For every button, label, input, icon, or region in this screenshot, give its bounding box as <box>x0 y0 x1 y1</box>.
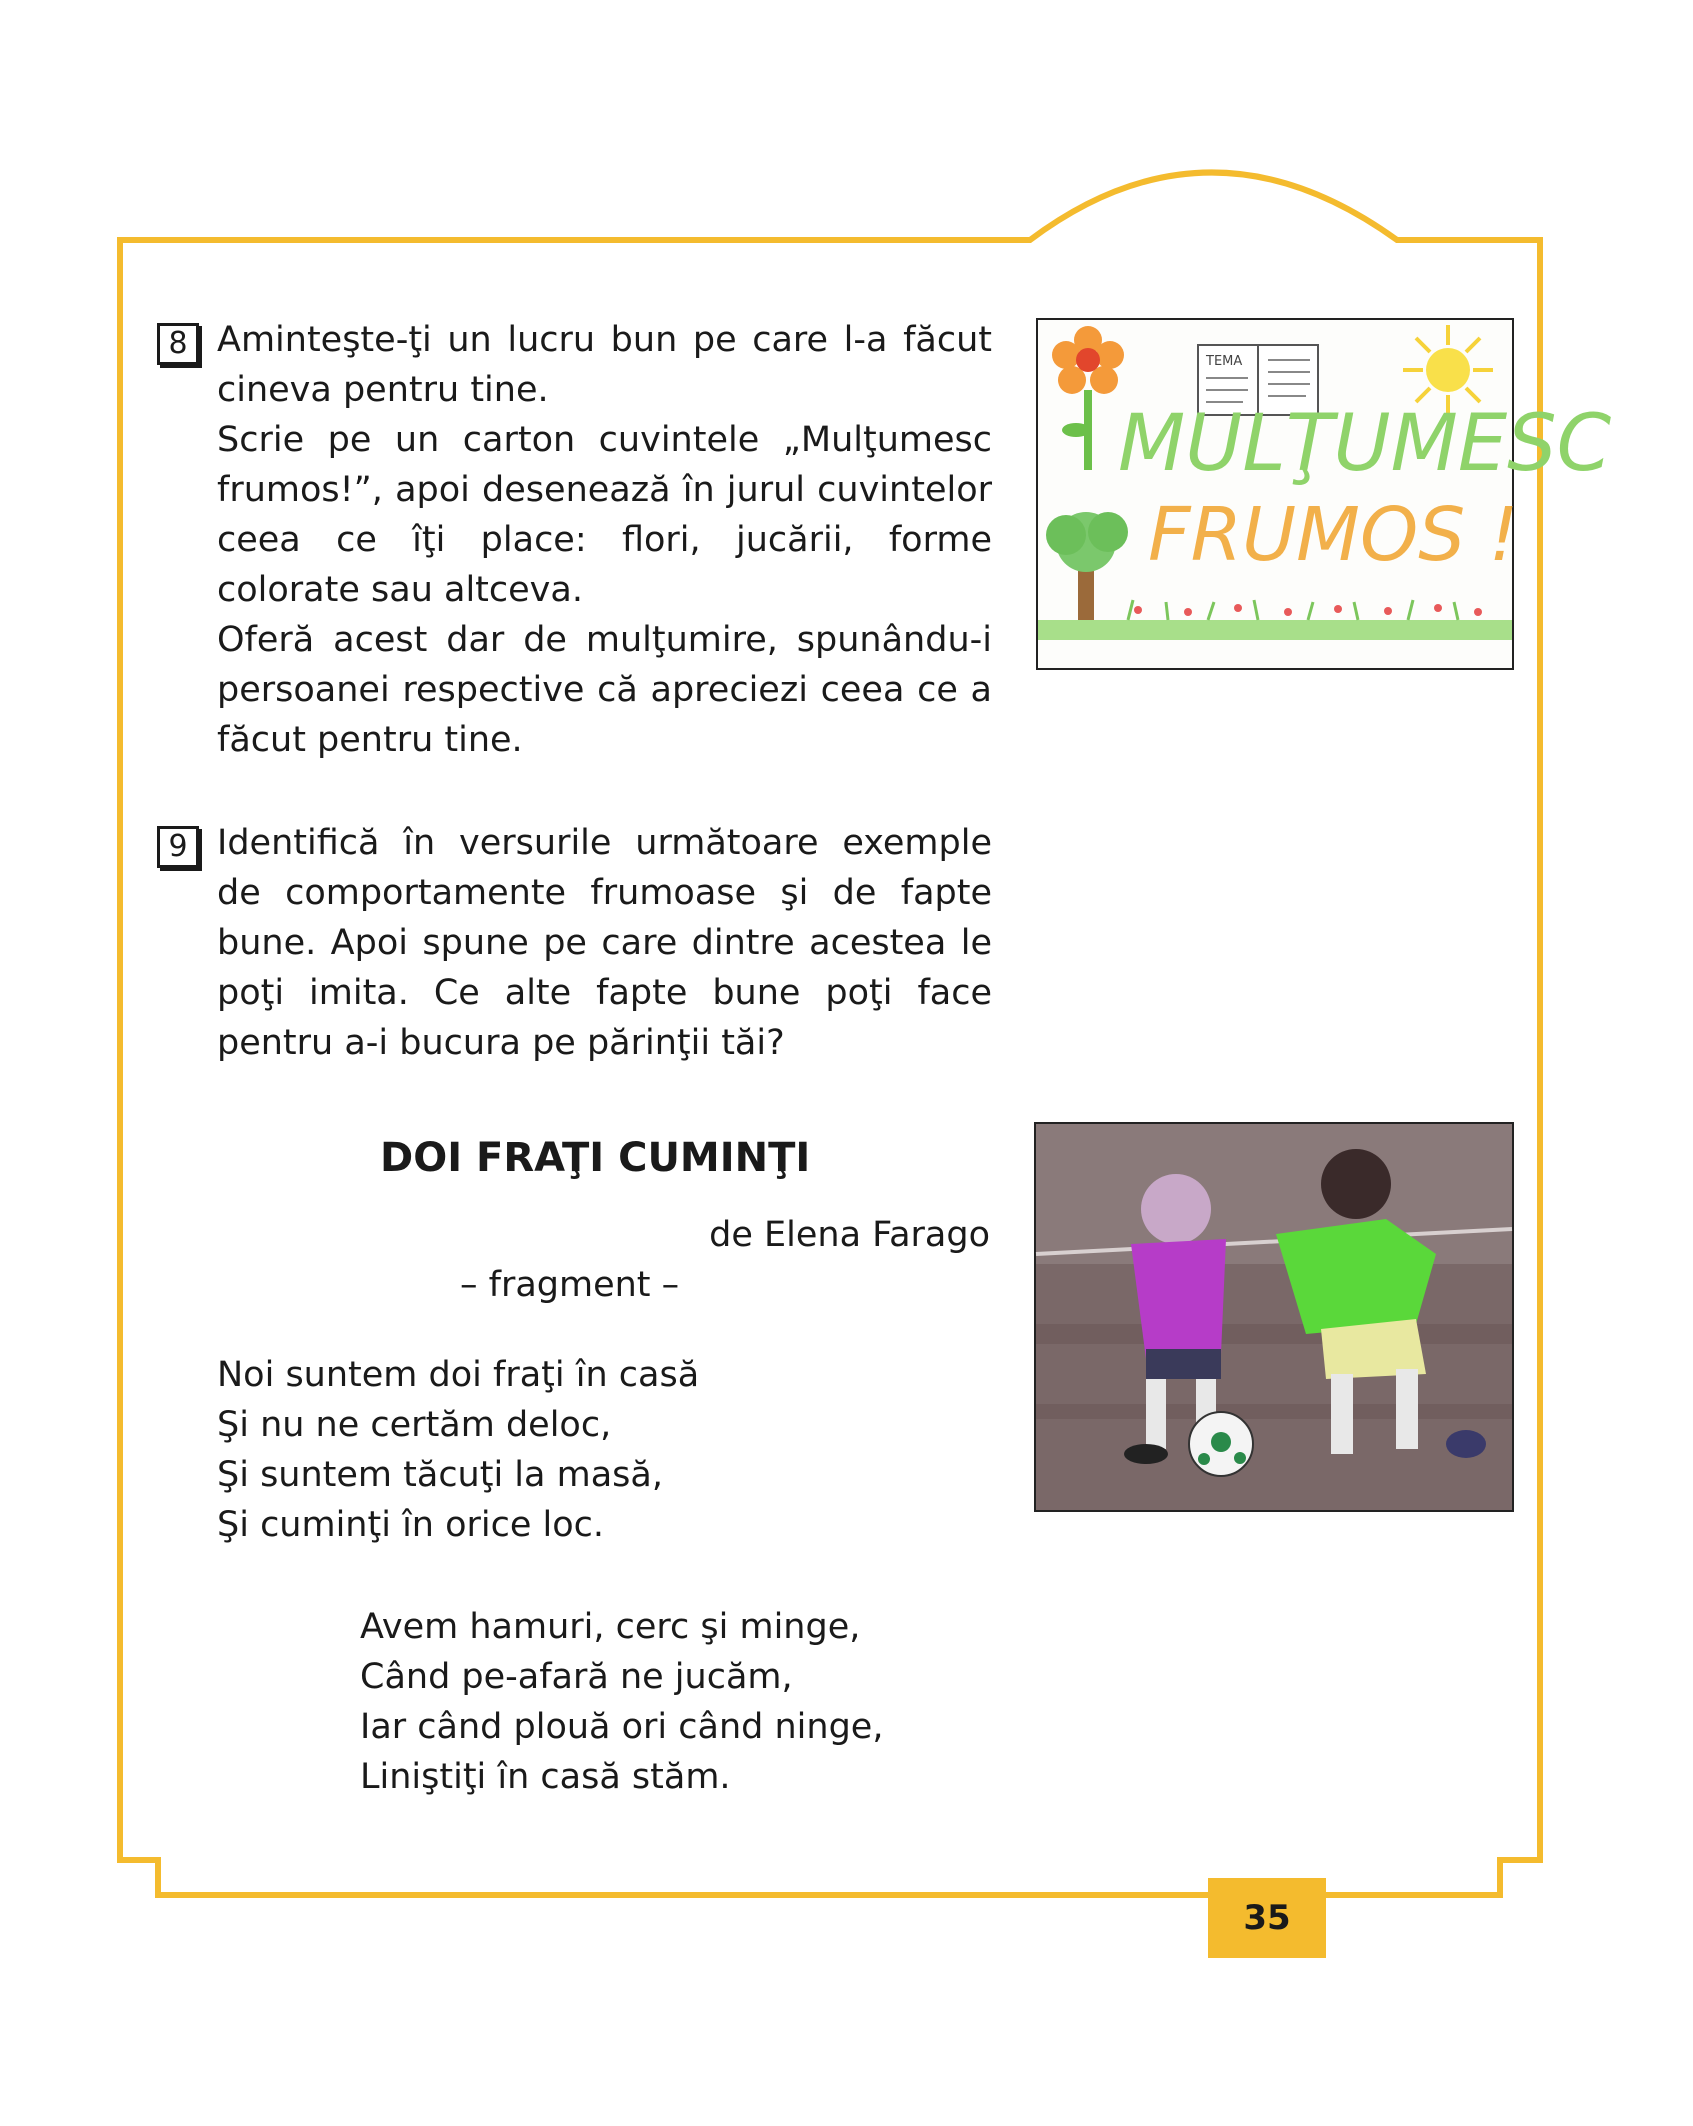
exercise-9 <box>157 818 992 1068</box>
poem-line: Noi suntem doi fraţi în casă <box>217 1355 700 1395</box>
poem-stanza-2 <box>360 1602 883 1802</box>
exercise-9-text: Identifică în versurile următoare exemple de comportamente frumoase şi de fapte bune. Apoi spune pe care dintre acestea le poţi imita. Ce alte fapte bune poţi face pentru a-i bucura pe părinţii tăi? <box>217 823 992 1063</box>
poem-line: Şi cuminţi în orice loc. <box>217 1505 605 1545</box>
book-label: TEMA <box>1206 354 1243 369</box>
poem-line: Şi suntem tăcuţi la masă, <box>217 1455 663 1495</box>
page-number: 35 <box>1208 1878 1326 1958</box>
poem-title: DOI FRAŢI CUMINŢI <box>380 1135 811 1181</box>
exercise-8-text-1: Aminteşte-ţi un lucru bun pe care l-a făcut cineva pentru tine. <box>217 320 992 410</box>
poem-line: Iar când plouă ori când ninge, <box>360 1707 884 1747</box>
poem-line: Când pe-afară ne jucăm, <box>360 1657 793 1697</box>
poem-line: Avem hamuri, cerc şi minge, <box>360 1607 861 1647</box>
poem-line: Şi nu ne certăm deloc, <box>217 1405 612 1445</box>
poem-author: de Elena Farago <box>709 1215 990 1255</box>
exercise-8 <box>157 315 992 765</box>
exercise-number-8: 8 <box>157 323 199 365</box>
thank-you-drawing <box>1036 318 1612 670</box>
drawing-line-1: MULŢUMESC <box>1118 399 1612 489</box>
children-football-photo <box>1034 1122 1514 1512</box>
poem-stanza-1 <box>217 1350 699 1550</box>
exercise-8-text-2: Scrie pe un carton cuvintele „Mulţumesc frumos!”, apoi desenează în jurul cuvintelor ceea ce îţi place: flori, jucării, forme colorate sau altceva. <box>217 420 992 610</box>
poem-fragment-note: – fragment – <box>460 1265 680 1305</box>
exercise-8-text-3: Oferă acest dar de mulţumire, spunându-i persoanei respective că apreciezi ceea ce a făcut pentru tine. <box>217 620 992 760</box>
poem-line: Liniştiţi în casă stăm. <box>360 1757 731 1797</box>
exercise-number-9: 9 <box>157 826 199 868</box>
drawing-line-2: FRUMOS ! <box>1148 492 1519 578</box>
